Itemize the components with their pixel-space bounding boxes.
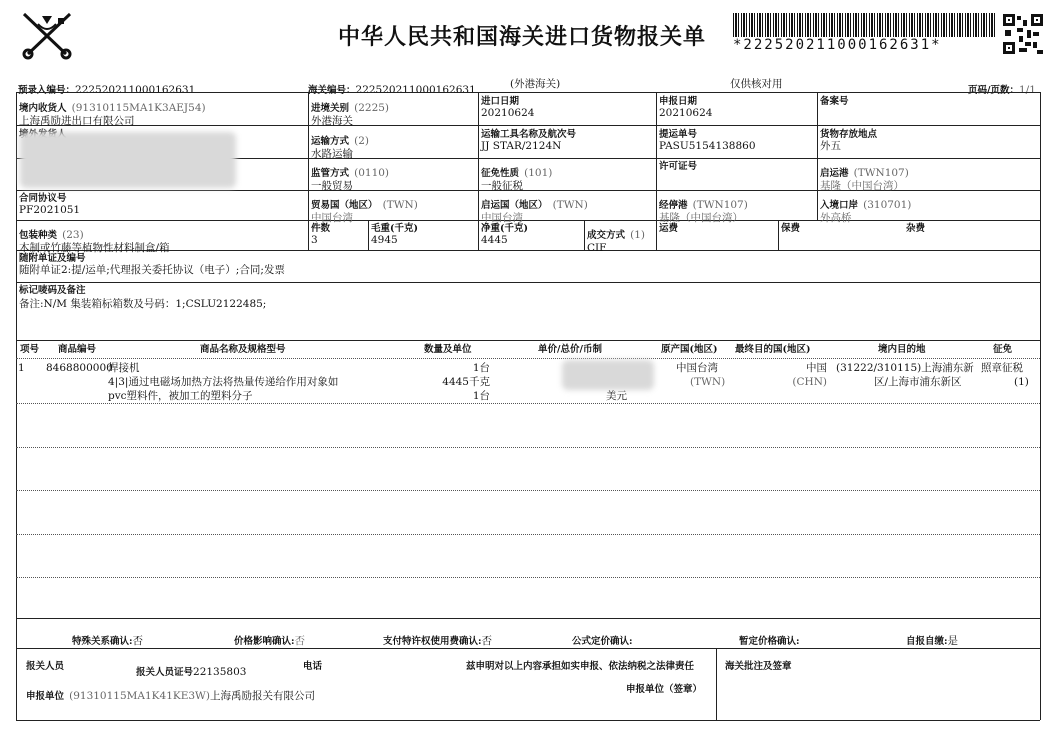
col-qty: 数量及单位 <box>424 344 472 355</box>
declare-date-field: 申报日期 20210624 <box>659 96 713 119</box>
consignee-field: 境内收货人 (91310115MA1K3AEJ54) 上海禹励进出口有限公司 <box>19 102 206 127</box>
misc-fee-field: 杂费 <box>906 223 926 234</box>
port-note: (外港海关) <box>510 78 561 90</box>
item-number: 1 <box>18 362 25 374</box>
commodity-spec-2: pvc塑料件，被加工的塑料分子 <box>108 390 253 402</box>
page-count: 页码/页数：1/1 <box>968 84 1036 96</box>
legal-statement: 兹申明对以上内容承担如实申报、依法纳税之法律责任 <box>466 661 695 672</box>
declarant-label: 报关人员 <box>26 661 65 672</box>
form-title: 中华人民共和国海关进口货物报关单 <box>338 24 707 50</box>
col-price: 单价/总价/币制 <box>538 344 602 355</box>
customs-emblem-icon <box>18 10 76 60</box>
col-name: 商品名称及规格型号 <box>200 344 286 355</box>
origin-country-field: 启运国（地区） (TWN) 中国台湾 <box>481 199 588 224</box>
col-code: 商品编号 <box>58 344 97 355</box>
entry-customs-field: 进境关别 (2225) 外港海关 <box>311 102 390 127</box>
price-influence-confirm: 价格影响确认:否 <box>234 635 306 647</box>
redacted-shipper <box>20 132 236 188</box>
provisional-price-confirm: 暂定价格确认: <box>739 636 800 647</box>
origin-country: 中国台湾 <box>676 362 718 374</box>
entry-port-field: 入境口岸 (310701) 外高桥 <box>820 199 912 224</box>
dest-country: 中国 <box>806 362 827 374</box>
col-levy: 征免 <box>993 344 1013 355</box>
self-declare-confirm: 自报自缴:是 <box>906 635 959 647</box>
domestic-destination-1: (31222/310115)上海浦东新 <box>836 362 974 374</box>
unit-signature: 申报单位（签章） <box>626 684 703 695</box>
barcode <box>733 13 995 37</box>
commodity-name: 焊接机 <box>108 362 140 374</box>
declarant-cert: 报关人员证号22135803 <box>136 666 247 678</box>
royalty-confirm: 支付特许权使用费确认:否 <box>383 635 493 647</box>
copy-note: 仅供核对用 <box>730 78 783 90</box>
quantity-1: 1台 <box>472 362 490 374</box>
currency: 美元 <box>606 390 627 402</box>
tax-nature-field: 征免性质 (101) 一般征税 <box>481 167 553 192</box>
package-type-field: 包装种类 (23) 木制或竹藤等植物性材料制盒/箱 <box>19 229 170 254</box>
levy-code: (1) <box>1014 376 1029 388</box>
col-dest: 最终目的国(地区) <box>735 344 811 355</box>
freight-field: 运费 <box>659 223 679 234</box>
quantity-2: 4445千克 <box>442 376 490 388</box>
license-field: 许可证号 <box>659 161 698 172</box>
attached-documents: 随附单证及编号 随附单证2:提/运单;代理报关委托协议（电子）;合同;发票 <box>19 253 285 276</box>
supervision-mode-field: 监管方式 (0110) 一般贸易 <box>311 167 390 192</box>
transit-port-field: 经停港 (TWN107) 基隆（中国台湾） <box>659 199 748 224</box>
pre-entry-number: 预录入编号：222520211000162631 <box>18 84 196 96</box>
pieces-field: 件数 3 <box>311 223 331 246</box>
insurance-field: 保费 <box>781 223 801 234</box>
bill-number-field: 提运单号 PASU5154138860 <box>659 129 756 152</box>
redacted-price <box>562 360 654 390</box>
net-weight-field: 净重(千克) 4445 <box>481 223 528 246</box>
customs-number: 海关编号：222520211000162631 <box>308 84 476 96</box>
transport-mode-field: 运输方式 (2) 水路运输 <box>311 135 369 160</box>
vessel-field: 运输工具名称及航次号 JJ STAR/2124N <box>481 129 577 152</box>
dest-country-code: (CHN) <box>792 376 827 388</box>
quantity-3: 1台 <box>472 390 490 402</box>
commodity-spec-1: 4|3|通过电磁场加热方法将热量传递给作用对象如 <box>108 376 339 388</box>
trade-country-field: 贸易国（地区） (TWN) 中国台湾 <box>311 199 418 224</box>
marks-remarks: 标记唛码及备注 备注:N/M 集装箱标箱数及号码：1;CSLU2122485; <box>19 285 267 310</box>
declaring-unit: 申报单位 (91310115MA1K41KE3W)上海禹励报关有限公司 <box>26 690 315 702</box>
record-number-field: 备案号 <box>820 96 849 107</box>
levy-mode: 照章征税 <box>981 362 1023 374</box>
origin-country-code: (TWN) <box>690 376 726 388</box>
customs-annotation: 海关批注及签章 <box>725 661 792 672</box>
gross-weight-field: 毛重(千克) 4945 <box>371 223 418 246</box>
phone-label: 电话 <box>303 661 323 672</box>
deal-mode-field: 成交方式 (1) CIF <box>587 229 645 254</box>
formula-price-confirm: 公式定价确认: <box>572 636 633 647</box>
col-item: 项号 <box>20 344 40 355</box>
domestic-destination-2: 区/上海市浦东新区 <box>874 376 962 388</box>
import-date-field: 进口日期 20210624 <box>481 96 535 119</box>
contract-field: 合同协议号 PF2021051 <box>19 193 81 216</box>
barcode-text: *222520211000162631* <box>733 37 942 53</box>
col-domestic: 境内目的地 <box>878 344 926 355</box>
departure-port-field: 启运港 (TWN107) 基隆（中国台湾） <box>820 167 909 192</box>
commodity-code: 8468800000 <box>46 362 113 374</box>
qr-code-icon <box>1003 14 1043 54</box>
storage-location-field: 货物存放地点 外五 <box>820 129 878 152</box>
special-relation-confirm: 特殊关系确认:否 <box>72 635 144 647</box>
col-origin: 原产国(地区) <box>661 344 718 355</box>
